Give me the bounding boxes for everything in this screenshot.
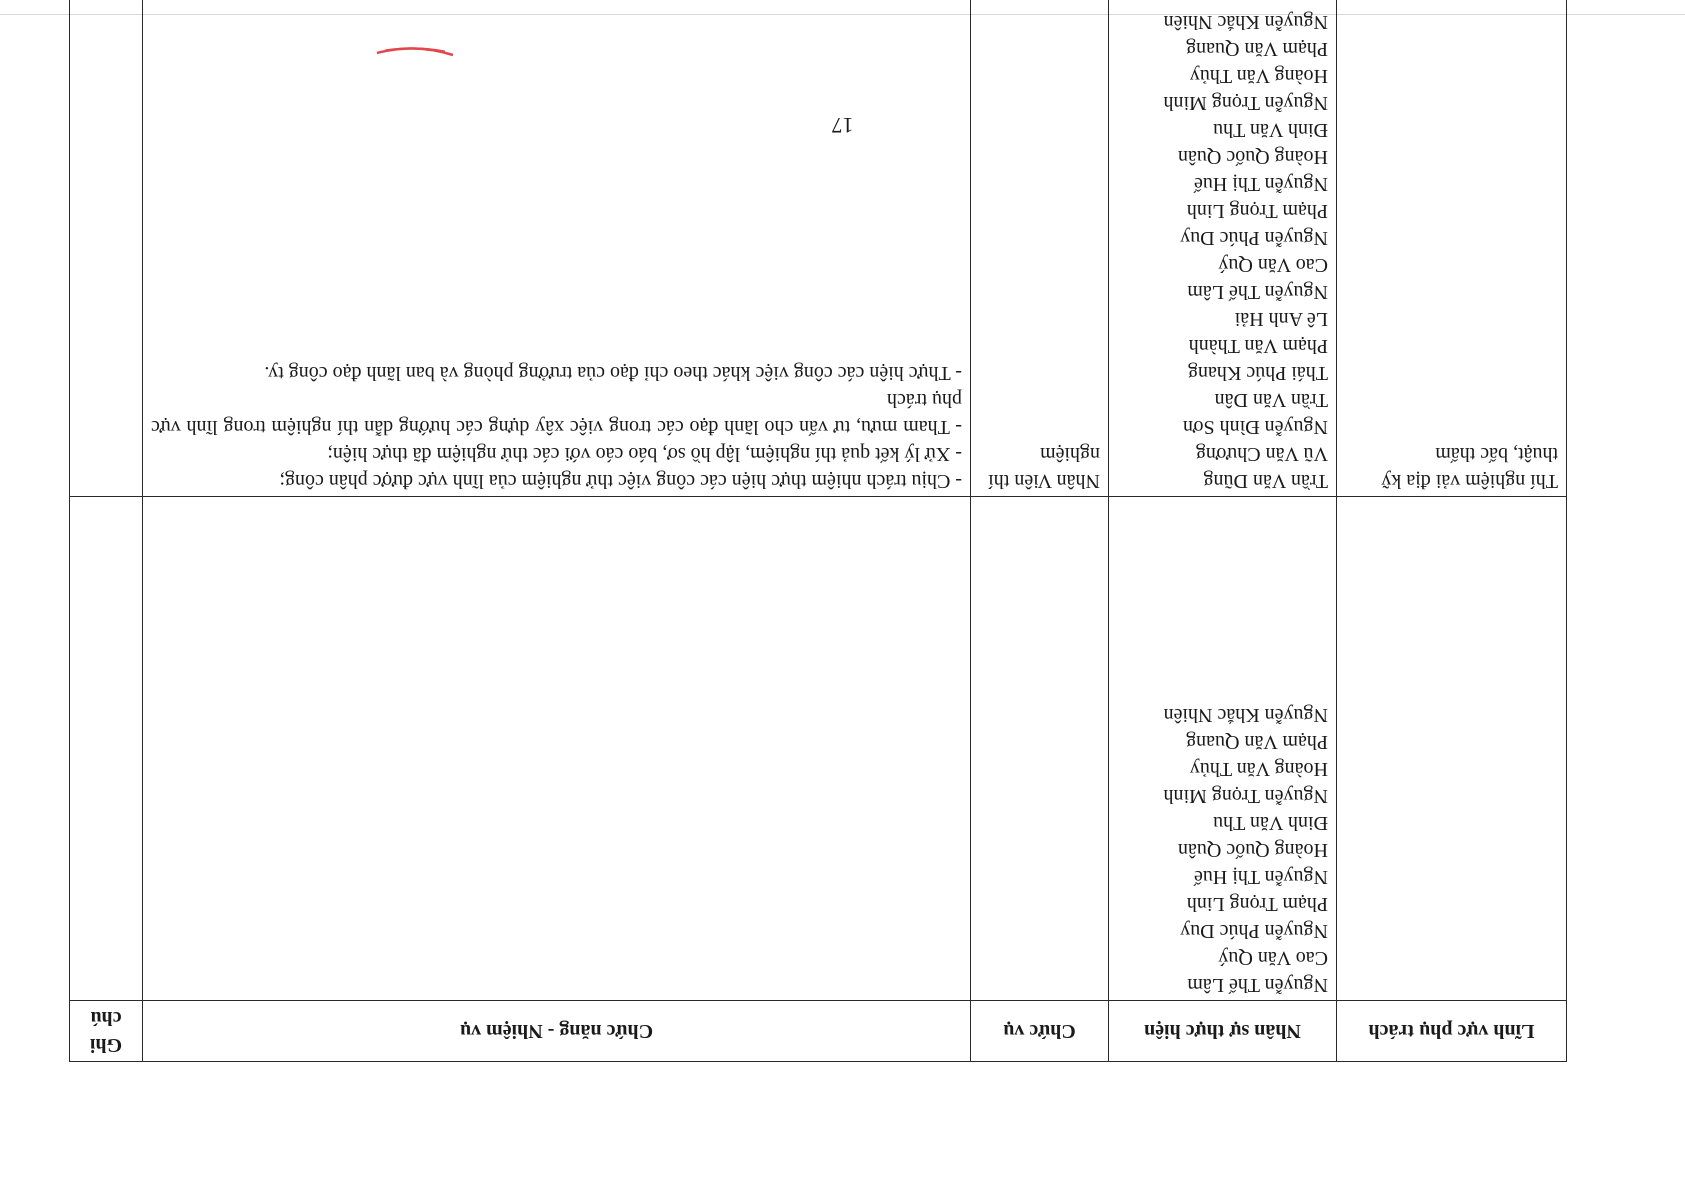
personnel-cell [1109, 497, 1337, 1001]
personnel-name: Nguyễn Thị Huế [1193, 173, 1328, 195]
personnel-name: Nguyễn Đình Sơn [1182, 416, 1328, 438]
personnel-name: Nguyễn Thị Huế [1193, 866, 1328, 888]
table-row [70, 497, 1567, 1001]
duties-cell [143, 497, 971, 1001]
personnel-name: Hoàng Văn Thủy [1189, 65, 1328, 87]
personnel-name: Nguyễn Thế Lâm [1187, 281, 1328, 303]
table-row [70, 0, 1567, 497]
personnel-name: Phạm Trọng Linh [1186, 200, 1328, 222]
table-header-row [70, 1001, 1567, 1062]
personnel-name: Phạm Trọng Linh [1186, 893, 1328, 915]
personnel-name: Phạm Văn Quang [1186, 731, 1328, 753]
position-cell [971, 497, 1109, 1001]
field-cell [1337, 497, 1567, 1001]
personnel-name: Hoàng Văn Thủy [1189, 758, 1328, 780]
page-number: 17 [831, 113, 854, 138]
duties-cell [143, 0, 971, 497]
personnel-name: Trần Văn Dân [1214, 389, 1328, 411]
duty-item: - Chịu trách nhiệm thực hiện các công việc thử nghiệm của lĩnh vực được phân công; [279, 470, 962, 492]
note-cell [70, 497, 143, 1001]
personnel-name: Phạm Văn Thành [1188, 335, 1328, 357]
note-cell [70, 0, 143, 497]
duty-item: - Thực hiện các công việc khác theo chỉ đạo của trưởng phòng và ban lãnh đạo công ty. [264, 362, 962, 384]
personnel-name: Nguyễn Trọng Minh [1163, 92, 1328, 114]
position-cell: Nhân Viên thí nghiệm [971, 0, 1109, 497]
personnel-name: Đinh Văn Thu [1213, 119, 1328, 141]
responsibility-table [69, 0, 1567, 1062]
duty-item: - Xử lý kết quả thí nghiệm, lập hồ sơ, báo cáo với các thử nghiệm đã thực hiện; [327, 443, 962, 465]
personnel-name: Cao Văn Quý [1218, 254, 1328, 276]
personnel-name: Trần Văn Dũng [1203, 470, 1328, 492]
duty-item: - Tham mưu, tư vấn cho lãnh đạo các trong việc xây dựng các hướng dẫn thí nghiệm trong lĩnh vực phụ trách [151, 389, 962, 438]
personnel-name: Thái Phúc Khang [1188, 362, 1328, 384]
personnel-name: Nguyễn Phúc Duy [1180, 920, 1328, 942]
personnel-name: Phạm Văn Quang [1186, 38, 1328, 60]
field-cell: Thí nghiệm vải địa kỹ thuật, bấc thấm [1337, 0, 1567, 497]
personnel-name: Nguyễn Khắc Nhiên [1163, 704, 1328, 726]
header-position: Chức vụ [971, 1001, 1109, 1062]
personnel-name: Cao Văn Quý [1218, 947, 1328, 969]
personnel-name: Nguyễn Thế Lâm [1187, 974, 1328, 996]
personnel-name: Đinh Văn Thu [1213, 812, 1328, 834]
personnel-name: Nguyễn Phúc Duy [1180, 227, 1328, 249]
header-personnel: Nhân sự thực hiện [1109, 1001, 1337, 1062]
header-note: Ghi chú [70, 1001, 143, 1062]
personnel-name: Hoàng Quốc Quân [1178, 146, 1328, 168]
personnel-name: Nguyễn Trọng Minh [1163, 785, 1328, 807]
personnel-cell [1109, 0, 1337, 497]
header-field: Lĩnh vực phụ trách [1337, 1001, 1567, 1062]
personnel-name: Vũ Văn Chương [1195, 443, 1328, 465]
personnel-name: Hoàng Quốc Quân [1178, 839, 1328, 861]
personnel-name: Nguyễn Khắc Nhiên [1163, 11, 1328, 33]
personnel-name: Lê Anh Hải [1234, 308, 1328, 330]
header-duties: Chức năng - Nhiệm vụ [143, 1001, 971, 1062]
